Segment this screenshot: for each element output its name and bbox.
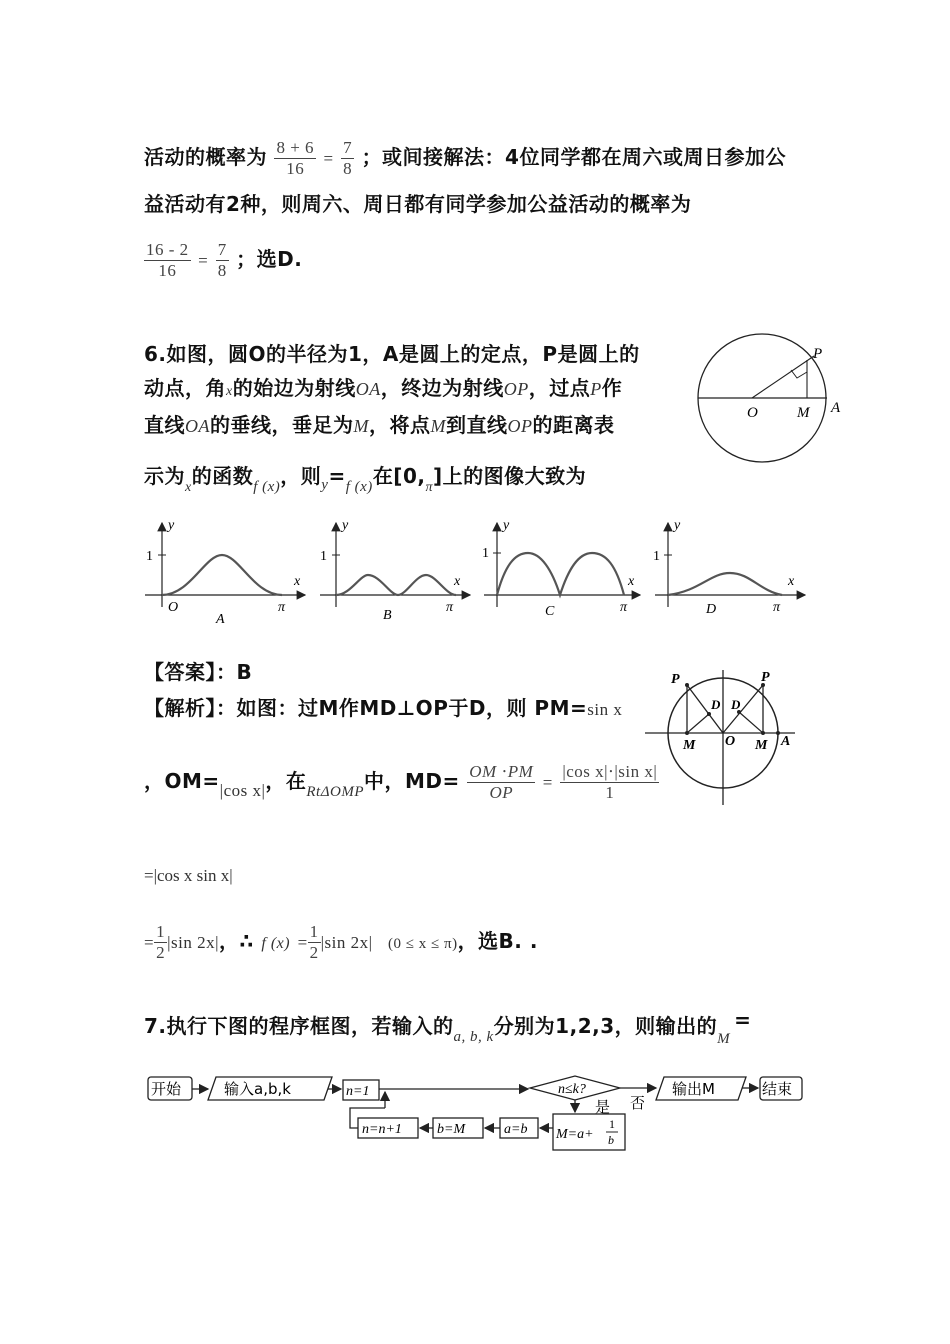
svg-text:x: x bbox=[454, 574, 461, 589]
svg-text:D: D bbox=[711, 697, 721, 712]
svg-text:A: A bbox=[781, 734, 791, 749]
svg-text:O: O bbox=[725, 734, 736, 749]
svg-text:B: B bbox=[383, 608, 392, 623]
option-C-graph bbox=[482, 518, 640, 619]
svg-text:是: 是 bbox=[595, 1098, 611, 1116]
svg-text:C: C bbox=[545, 604, 555, 619]
svg-text:1: 1 bbox=[653, 549, 660, 564]
q5-line2: 益活动有2种，则周六、周日都有同学参加公益活动的概率为 bbox=[144, 192, 692, 216]
svg-text:b=M: b=M bbox=[437, 1122, 466, 1137]
svg-text:n=1: n=1 bbox=[346, 1084, 370, 1099]
svg-text:M: M bbox=[683, 738, 696, 753]
svg-text:P: P bbox=[671, 672, 680, 687]
label-M: M bbox=[797, 405, 810, 421]
option-D-graph bbox=[653, 518, 805, 617]
q6-line2: 动点，角x的始边为射线OA，终边为射线OP，过点P作 bbox=[144, 376, 623, 400]
unit-circle-figure bbox=[685, 330, 850, 465]
svg-text:y: y bbox=[503, 518, 510, 533]
label-P: P bbox=[813, 346, 823, 362]
svg-text:y: y bbox=[342, 518, 349, 533]
svg-text:A: A bbox=[216, 612, 225, 627]
svg-text:输出M: 输出M bbox=[672, 1080, 715, 1098]
q6-line3: 直线OA的垂线，垂足为M，将点M到直线OP的距离表 bbox=[144, 413, 615, 437]
option-B-graph bbox=[320, 518, 470, 623]
svg-text:1: 1 bbox=[609, 1117, 615, 1131]
q5-line1: 活动的概率为 $\frac{8 + 6}{16}$ = $\frac{7}{8}$ ；或间接解法：4位同学都在周六或周日参加公 bbox=[144, 138, 786, 178]
q7-line1: 7.执行下图的程序框图，若输入的$_{a, b, k}$分别为1,2,3，则输出的$_M$= bbox=[144, 1008, 752, 1047]
analysis-line4: = $\frac{1}{2}$ |sin 2x|，∴ f (x) = $\frac{1}{2}$ |sin 2x| (0 ≤ x ≤ π)，选B. . bbox=[144, 922, 538, 962]
svg-text:D: D bbox=[731, 697, 741, 712]
fraction-md-2: $\frac{\text{|cos x|⋅|sin x|}}{1}$ bbox=[562, 762, 658, 802]
svg-text:x: x bbox=[628, 574, 635, 589]
analysis-line2: ，$OM=_{|cos x|}$，在$_{Rt\Delta OMP}$中，MD= $\frac{OM \cdot PM}{OP}$ = $\frac{\text{|cos x|⋅|sin x|}}{1}$ bbox=[144, 762, 658, 802]
svg-text:输入a,b,k: 输入a,b,k bbox=[224, 1080, 291, 1098]
svg-text:x: x bbox=[294, 574, 301, 589]
svg-text:a=b: a=b bbox=[504, 1122, 528, 1137]
svg-text:π: π bbox=[278, 600, 286, 615]
option-graphs bbox=[140, 515, 820, 630]
svg-text:M: M bbox=[755, 738, 768, 753]
svg-text:否: 否 bbox=[630, 1094, 646, 1112]
svg-text:D: D bbox=[706, 602, 717, 617]
fraction-16minus2-over-16: $\frac{16 - 2}{16}$ bbox=[146, 240, 189, 280]
fraction-8plus6-over-16: $\frac{8 + 6}{16}$ bbox=[276, 138, 315, 178]
svg-text:O: O bbox=[168, 600, 179, 615]
svg-text:开始: 开始 bbox=[151, 1080, 182, 1098]
svg-text:y: y bbox=[168, 518, 175, 533]
svg-text:M=a+: M=a+ bbox=[556, 1127, 594, 1142]
fraction-7-over-8-b: $\frac{7}{8}$ bbox=[217, 240, 227, 280]
svg-text:x: x bbox=[788, 574, 795, 589]
q6-line4: 示为$_x$的函数$_{f (x)}$，则$_y=_{f (x)}$在$[0,_\pi]$上的图像大致为 bbox=[144, 464, 587, 495]
fraction-half: $\frac{1}{2}$ bbox=[156, 922, 166, 962]
svg-text:π: π bbox=[446, 600, 454, 615]
answer-line: 【答案】：B bbox=[144, 660, 253, 684]
svg-text:n=n+1: n=n+1 bbox=[362, 1122, 402, 1137]
analysis-line1: 【解析】：如图：过M作MD⊥OP于D，则 PM=sin x bbox=[144, 696, 623, 720]
flowchart bbox=[140, 1068, 810, 1158]
svg-text:1: 1 bbox=[482, 546, 489, 561]
label-O: O bbox=[747, 405, 758, 421]
svg-text:n≤k?: n≤k? bbox=[558, 1082, 586, 1097]
svg-text:1: 1 bbox=[146, 549, 153, 564]
svg-text:b: b bbox=[608, 1133, 614, 1147]
svg-text:1: 1 bbox=[320, 549, 327, 564]
option-A-graph bbox=[145, 518, 305, 627]
q5-line3: $\frac{16 - 2}{16}$ = $\frac{7}{8}$ ；选D. bbox=[146, 240, 303, 280]
svg-text:P: P bbox=[761, 670, 770, 685]
q6-line1: 6.如图，圆O的半径为1，A是圆上的定点，P是圆上的 bbox=[144, 342, 640, 366]
analysis-circle-figure bbox=[645, 665, 805, 815]
svg-text:y: y bbox=[674, 518, 681, 533]
fraction-7-over-8: $\frac{7}{8}$ bbox=[343, 138, 353, 178]
fraction-half-2: $\frac{1}{2}$ bbox=[309, 922, 319, 962]
analysis-line3: =|cos x sin x| bbox=[144, 866, 233, 885]
svg-text:π: π bbox=[620, 600, 628, 615]
fraction-md: $\frac{OM \cdot PM}{OP}$ bbox=[469, 762, 534, 802]
label-A: A bbox=[831, 400, 841, 416]
svg-text:π: π bbox=[773, 600, 781, 615]
svg-text:结束: 结束 bbox=[762, 1080, 793, 1098]
